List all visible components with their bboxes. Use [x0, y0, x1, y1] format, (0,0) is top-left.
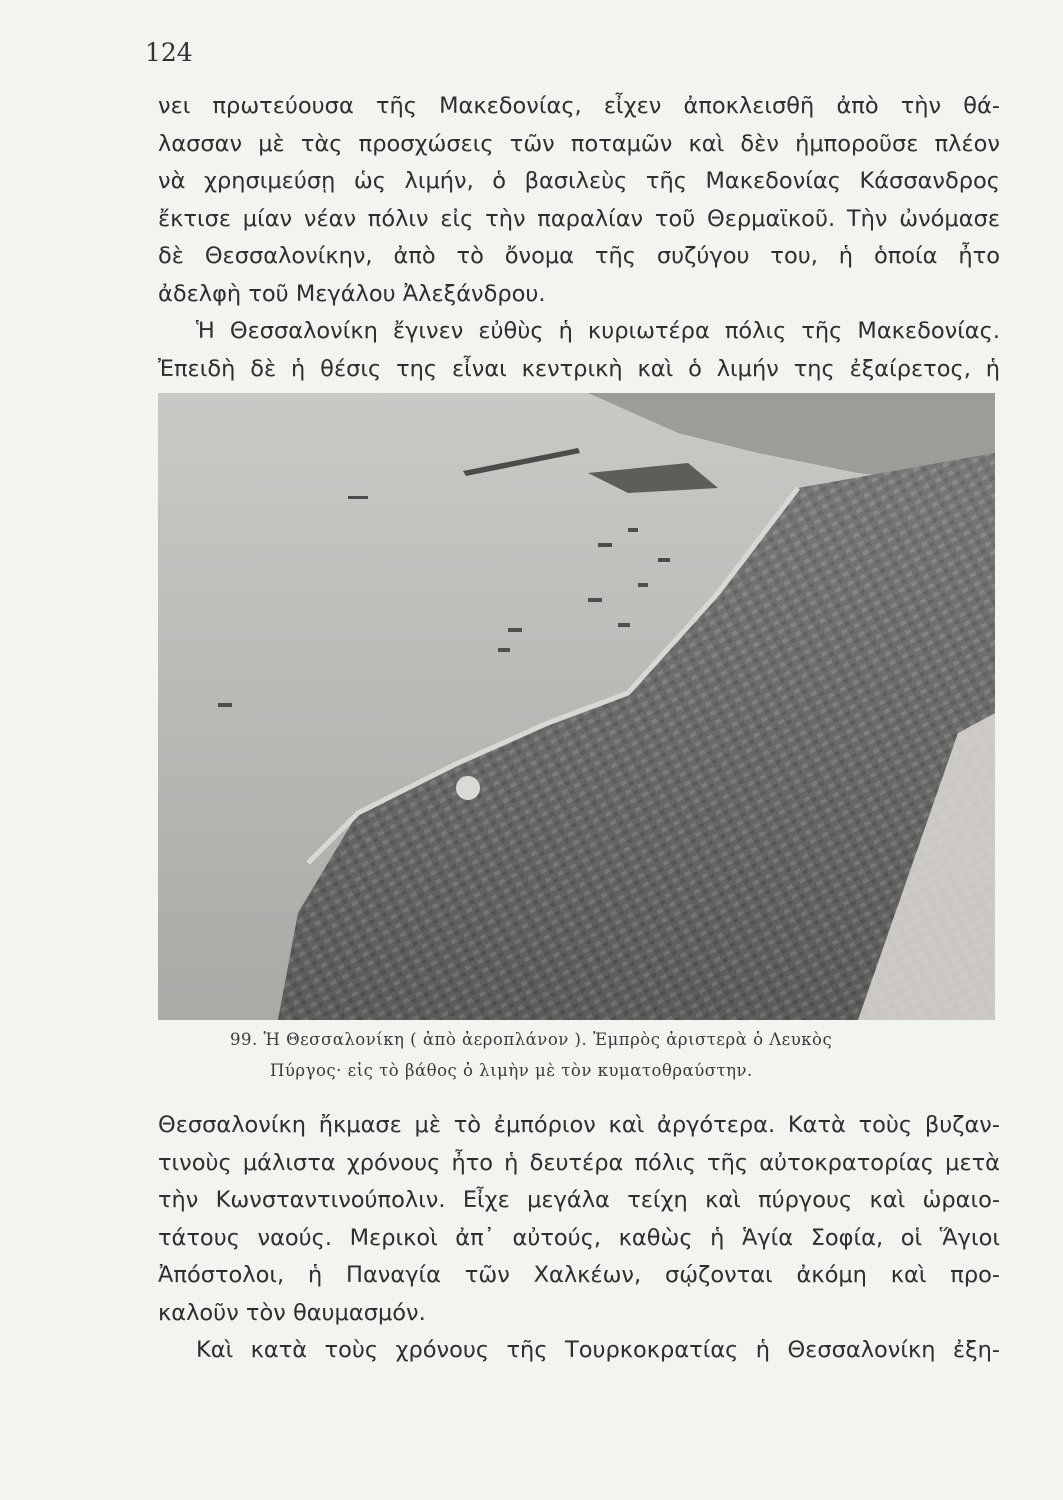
text-line: λασσαν μὲ τὰς προσχώσεις τῶν ποταμῶν καὶ δὲν ἠμποροῦσε πλέον: [158, 130, 1000, 157]
text-line: τὴν Κωνσταντινούπολιν. Εἶχε μεγάλα τείχη καὶ πύργους καὶ ὡραιο-: [158, 1187, 1000, 1213]
text-line: τάτους ναούς. Μερικοὶ ἀπ᾽ αὐτούς, καθὼς ἡ Ἁγία Σοφία, οἱ Ἅγιοι: [158, 1224, 1000, 1251]
text-line: καλοῦν τὸν θαυμασμόν.: [158, 1299, 426, 1326]
text-line: Θεσσαλονίκη ἤκμασε μὲ τὸ ἐμπόριον καὶ ἀργότερα. Κατὰ τοὺς βυζαν-: [158, 1112, 1000, 1138]
text-line: Ἀπόστολοι, ἡ Παναγία τῶν Χαλκέων, σῴζονται ἀκόμη καὶ προ-: [158, 1262, 1000, 1288]
text-line: Ἐπειδὴ δὲ ἡ θέσις της εἶναι κεντρικὴ καὶ ὁ λιμήν της ἐξαίρετος, ἡ: [158, 355, 1000, 382]
figure-caption-line-2: Πύργος· εἰς τὸ βάθος ὁ λιμὴν μὲ τὸν κυματοθραύστην.: [270, 1061, 753, 1080]
aerial-photo-thessaloniki: [158, 393, 995, 1020]
text-line: Καὶ κατὰ τοὺς χρόνους τῆς Τουρκοκρατίας ἡ Θεσσαλονίκη ἐξη-: [196, 1337, 1000, 1363]
text-line: νὰ χρησιμεύσῃ ὡς λιμήν, ὁ βασιλεὺς τῆς Μακεδονίας Κάσσανδρος: [158, 168, 1000, 194]
page-number: 124: [145, 38, 193, 67]
white-tower: [456, 776, 480, 800]
text-line: ἔκτισε μίαν νέαν πόλιν εἰς τὴν παραλίαν τοῦ Θερμαϊκοῦ. Τὴν ὠνόμασε: [158, 205, 1000, 232]
figure-caption-line-1: 99. Ἡ Θεσσαλονίκη ( ἀπὸ ἀεροπλάνον ). Ἐμπρὸς ἀριστερὰ ὁ Λευκὸς: [230, 1030, 833, 1049]
text-line: Ἡ Θεσσαλονίκη ἔγινεν εὐθὺς ἡ κυριωτέρα πόλις τῆς Μακεδονίας.: [196, 318, 1000, 344]
paragraph-bottom: [158, 1107, 1000, 1370]
text-line: ἀδελφὴ τοῦ Μεγάλου Ἀλεξάνδρου.: [158, 280, 546, 307]
text-line: τινοὺς μάλιστα χρόνους ἦτο ἡ δευτέρα πόλις τῆς αὐτοκρατορίας μετὰ: [158, 1149, 1000, 1176]
paragraph-top: [158, 88, 1000, 388]
text-line: νει πρωτεύουσα τῆς Μακεδονίας, εἶχεν ἀποκλεισθῆ ἀπὸ τὴν θά-: [158, 93, 1000, 119]
text-line: δὲ Θεσσαλονίκην, ἀπὸ τὸ ὄνομα τῆς συζύγου του, ἡ ὁποία ἦτο: [158, 243, 1000, 269]
